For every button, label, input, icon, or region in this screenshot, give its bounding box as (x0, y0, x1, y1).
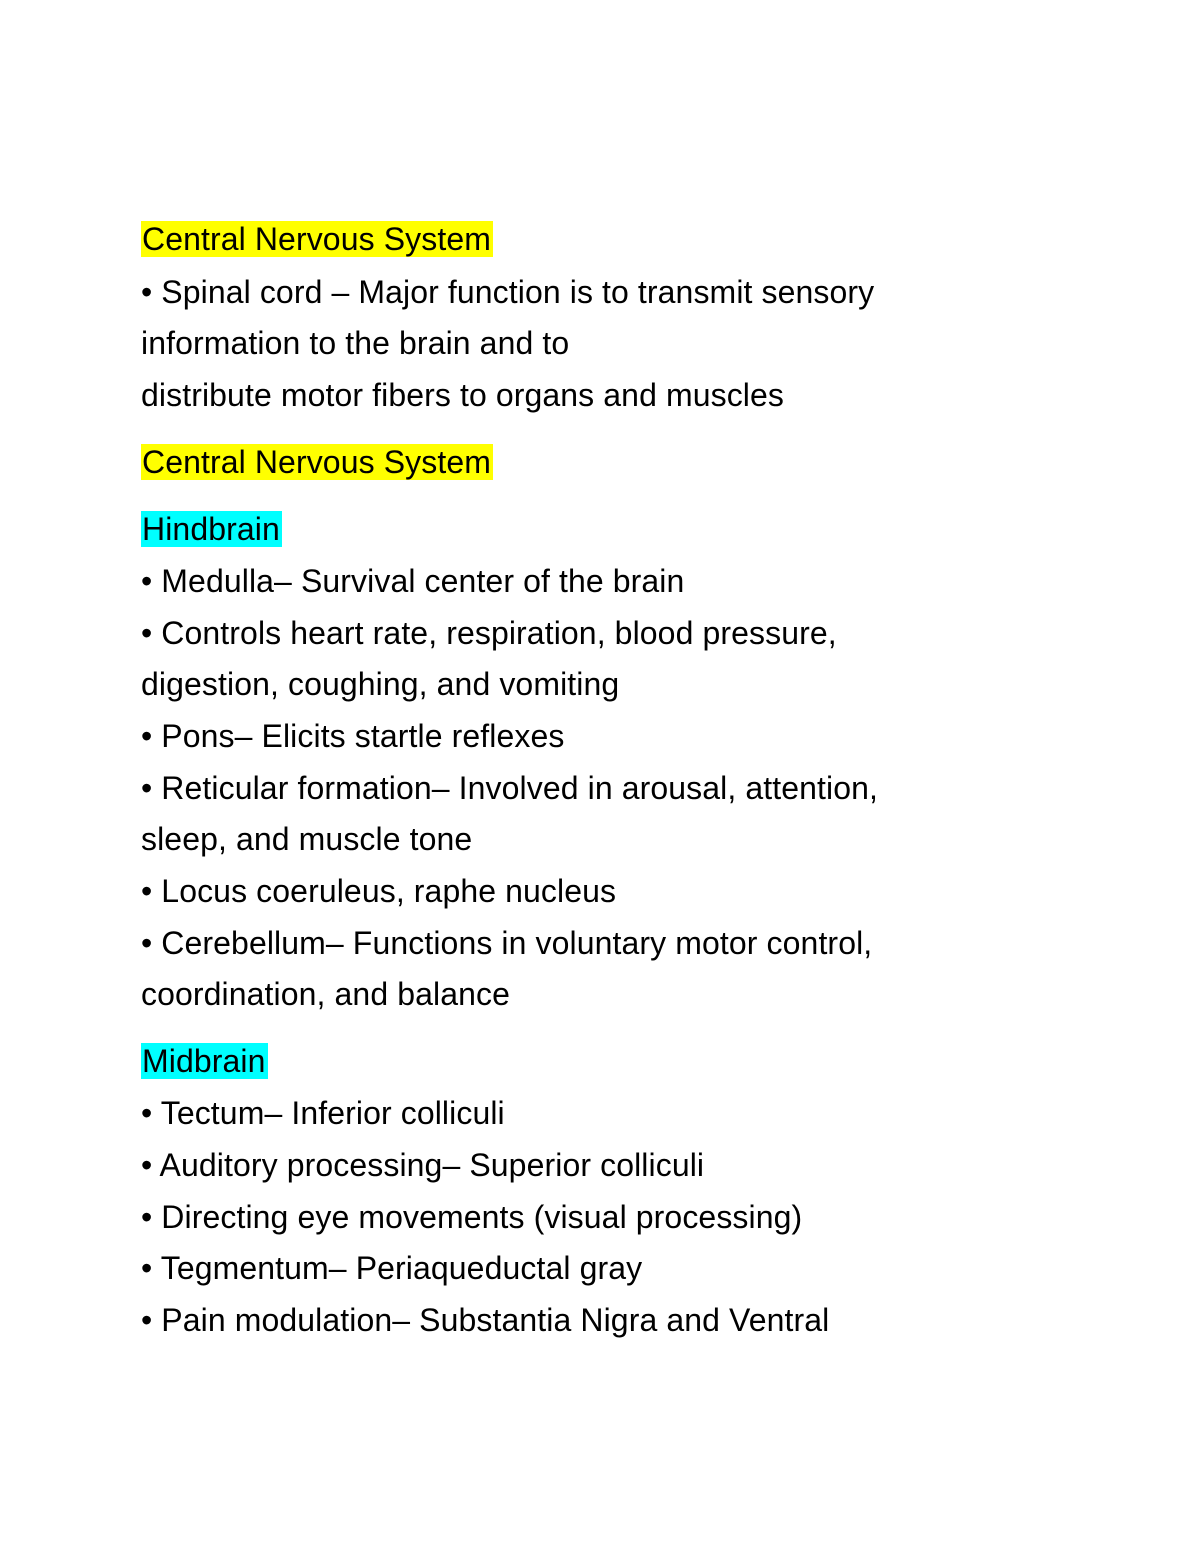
heading-central-nervous-system (141, 219, 493, 259)
text-line: • Pons– Elicits startle reflexes (141, 718, 565, 754)
text-line: • Tectum– Inferior colliculi (141, 1095, 505, 1131)
text-line: • Auditory processing– Superior colliculi (141, 1147, 705, 1183)
text-line: • Pain modulation– Substantia Nigra and Ventral (141, 1302, 830, 1338)
heading-midbrain (141, 1041, 268, 1081)
text-line: sleep, and muscle tone (141, 821, 473, 857)
heading-highlight: Midbrain (142, 1043, 266, 1079)
heading-central-nervous-system-2 (141, 442, 493, 482)
text-line: • Medulla– Survival center of the brain (141, 563, 685, 599)
text-line: • Cerebellum– Functions in voluntary motor control, (141, 925, 873, 961)
text-line: • Controls heart rate, respiration, blood pressure, (141, 615, 837, 651)
text-line: coordination, and balance (141, 976, 510, 1012)
heading-highlight: Hindbrain (142, 511, 280, 547)
text-line: information to the brain and to (141, 325, 570, 361)
text-line: • Locus coeruleus, raphe nucleus (141, 873, 617, 909)
heading-hindbrain (141, 509, 282, 549)
text-line: digestion, coughing, and vomiting (141, 666, 620, 702)
text-line: • Directing eye movements (visual processing) (141, 1199, 803, 1235)
text-line: • Tegmentum– Periaqueductal gray (141, 1250, 643, 1286)
heading-highlight: Central Nervous System (142, 444, 491, 480)
text-line: • Spinal cord – Major function is to transmit sensory (141, 274, 875, 310)
text-line: distribute motor fibers to organs and muscles (141, 377, 785, 413)
text-line: • Reticular formation– Involved in arousal, attention, (141, 770, 878, 806)
heading-highlight: Central Nervous System (142, 221, 491, 257)
